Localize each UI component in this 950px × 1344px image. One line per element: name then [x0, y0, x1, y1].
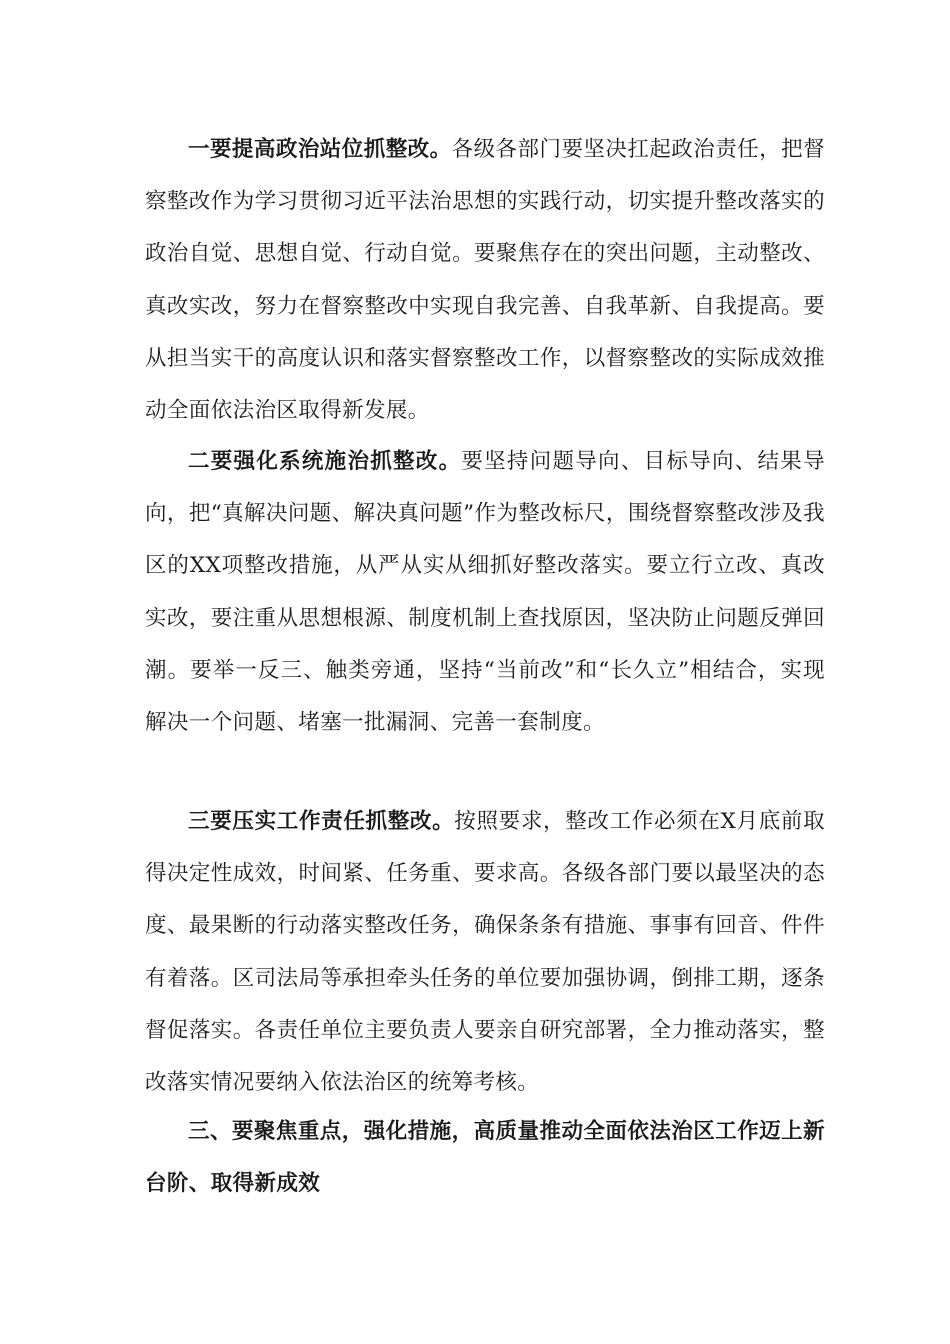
- paragraph-3-body: 按照要求，整改工作必须在X月底前取得决定性成效，时间紧、任务重、要求高。各级各部门要以最坚决的态度、最果断的行动落实整改任务，确保条条有措施、事事有回音、件件有着落。区司法局等承担牵头任务的单位要加强协调，倒排工期，逐条督促落实。各责任单位主要负责人要亲自研究部署，全力推动落实，整改落实情况要纳入依法治区的统筹考核。: [145, 809, 825, 1096]
- paragraph-1-lead: 一要提高政治站位抓整改。: [188, 137, 452, 162]
- section-heading: 三、要聚焦重点，强化措施，高质量推动全面依法治区工作迈上新台阶、取得新成效: [145, 1119, 825, 1197]
- paragraph-1-body: 各级各部门要坚决扛起政治责任，把督察整改作为学习贯彻习近平法治思想的实践行动，切实提升整改落实的政治自觉、思想自觉、行动自觉。要聚焦存在的突出问题，主动整改、真改实改，努力在督察整改中实现自我完善、自我革新、自我提高。要从担当实干的高度认识和落实督察整改工作，以督察整改的实际成效推动全面依法治区取得新发展。: [145, 137, 825, 424]
- paragraph-2-lead: 二要强化系统施治抓整改。: [188, 449, 462, 474]
- paragraph-3-lead: 三要压实工作责任抓整改。: [188, 809, 455, 834]
- paragraph-1: [145, 124, 825, 437]
- paragraph-3: [145, 796, 825, 1109]
- paragraph-2-body: 要坚持问题导向、目标导向、结果导向，把“真解决问题、解决真问题”作为整改标尺，围绕督察整改涉及我区的XX项整改措施，从严从实从细抓好整改落实。要立行立改、真改实改，要注重从思想根源、制度机制上查找原因，坚决防止问题反弹回潮。要举一反三、触类旁通，坚持“当前改”和“长久立”相结合，实现解决一个问题、堵塞一批漏洞、完善一套制度。: [145, 449, 825, 736]
- paragraph-2: [145, 436, 825, 749]
